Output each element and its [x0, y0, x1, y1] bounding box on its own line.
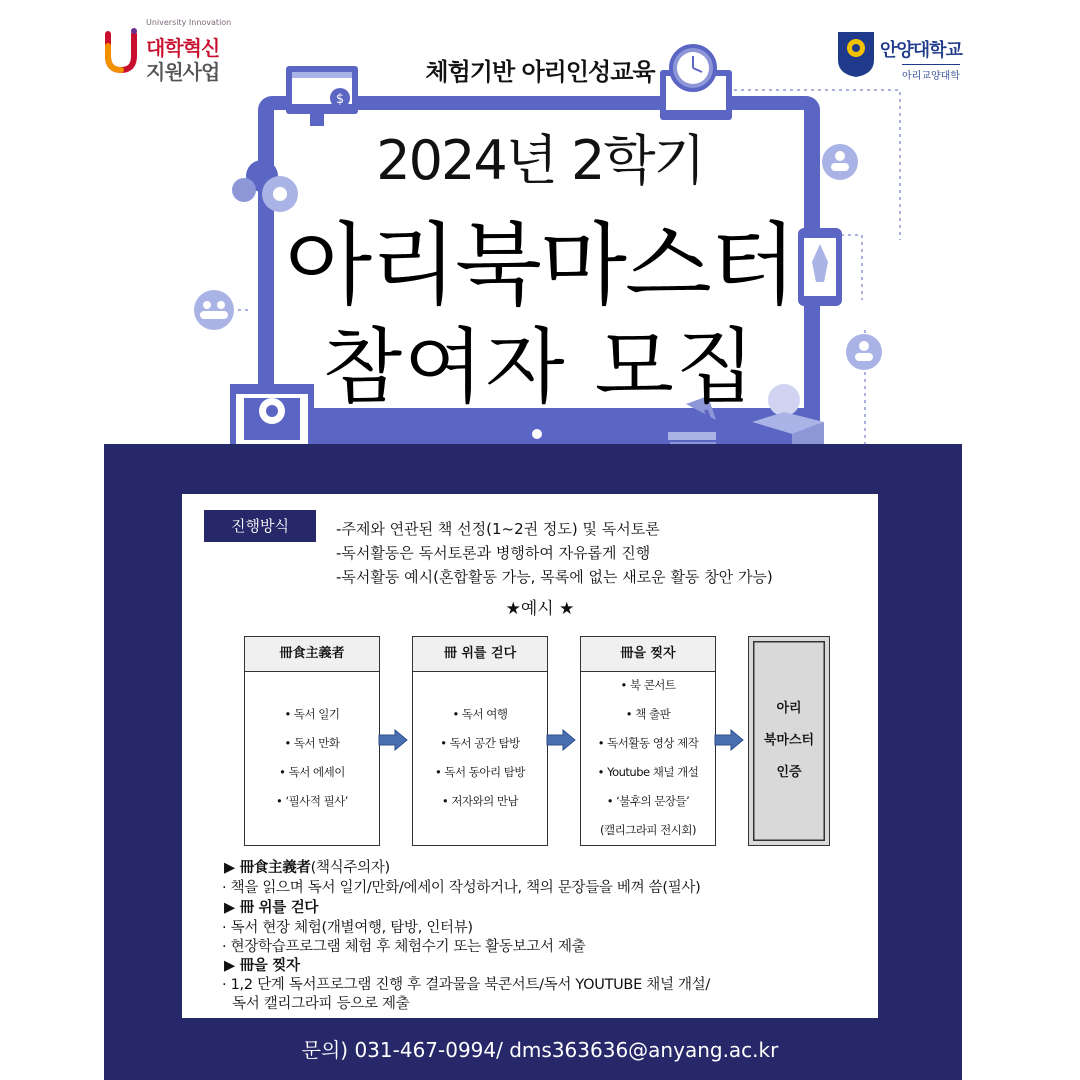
- program-title: 아리북마스터: [285, 213, 795, 318]
- college-name: 아리교양대학: [902, 64, 960, 82]
- step-item: • 책 출판: [625, 707, 671, 721]
- recruit-title: 참여자 모집: [322, 320, 758, 415]
- detail-heading-note: (책식주의자): [310, 860, 390, 876]
- step-item: • 독서 여행: [452, 707, 508, 721]
- method-line: -독서활동 예시(혼합활동 가능, 목록에 없는 새로운 활동 창안 가능): [336, 568, 773, 586]
- step-title: 冊 위를 걷다: [413, 637, 547, 672]
- detail-heading-1: [224, 856, 390, 877]
- step-item: • ‘불후의 문장들’: [606, 794, 690, 808]
- detail-heading-text: ▶ 冊食主義者: [224, 860, 311, 876]
- step-item: • 독서 에세이: [279, 765, 345, 779]
- step-title: 冊을 찢자: [581, 637, 715, 672]
- step-item: (캘리그라피 전시회): [600, 823, 696, 837]
- university-name: 안양대학교: [880, 40, 962, 61]
- program-subtitle: 체험기반 아리인성교육: [425, 58, 655, 86]
- detail-line: · 현장학습프로그램 체험 후 체험수기 또는 활동보고서 제출: [222, 939, 586, 955]
- certification-line: 북마스터: [763, 733, 815, 748]
- arrow-right-icon: [378, 729, 408, 751]
- step-box-2: [412, 636, 548, 846]
- method-line: -주제와 연관된 책 선정(1~2권 정도) 및 독서토론: [336, 520, 660, 538]
- detail-heading-2: ▶ 冊 위를 걷다: [224, 900, 319, 916]
- step-box-3: [580, 636, 716, 846]
- svg-text:$: $: [335, 92, 345, 107]
- detail-heading-3: ▶ 冊을 찢자: [224, 958, 300, 974]
- detail-line: 독서 캘리그라피 등으로 제출: [232, 996, 410, 1012]
- certification-line: 인증: [776, 765, 802, 780]
- detail-line: · 1,2 단계 독서프로그램 진행 후 결과물을 북콘서트/독서 YOUTUBE 채널 개설/: [222, 977, 710, 993]
- method-line: -독서활동은 독서토론과 병행하여 자유롭게 진행: [336, 544, 651, 562]
- step-item: • 저자와의 만남: [441, 794, 519, 808]
- certification-line: 아리: [776, 701, 802, 716]
- step-item: • 독서 동아리 탐방: [434, 765, 525, 779]
- step-item: • ‘필사적 필사’: [276, 794, 348, 808]
- step-title: 冊食主義者: [245, 637, 379, 672]
- semester-title: 2024년 2학기: [376, 129, 704, 192]
- logo-text-line2: 지원사업: [146, 60, 220, 84]
- arrow-right-icon: [546, 729, 576, 751]
- detail-line: · 책을 읽으며 독서 일기/만화/에세이 작성하거나, 책의 문장들을 베껴 씀(필사): [222, 880, 701, 896]
- step-item: • 독서 만화: [284, 736, 340, 750]
- detail-line: · 독서 현장 체험(개별여행, 탐방, 인터뷰): [222, 920, 473, 936]
- example-label: ★예시 ★: [505, 599, 575, 619]
- step-item: • 북 콘서트: [620, 678, 676, 692]
- arrow-right-icon: [714, 729, 744, 751]
- method-tag: 진행방식: [204, 510, 316, 542]
- contact-info: 문의) 031-467-0994/ dms363636@anyang.ac.kr: [301, 1038, 779, 1062]
- step-item: • 독서 일기: [284, 707, 340, 721]
- logo-text-line1: 대학혁신: [146, 36, 220, 60]
- step-item: • 독서활동 영상 제작: [597, 736, 699, 750]
- logo-tagline: University Innovation: [146, 18, 232, 27]
- step-box-1: [244, 636, 380, 846]
- certification-box: [748, 636, 830, 846]
- step-item: • Youtube 채널 개설: [597, 765, 699, 779]
- step-item: • 독서 공간 탐방: [440, 736, 520, 750]
